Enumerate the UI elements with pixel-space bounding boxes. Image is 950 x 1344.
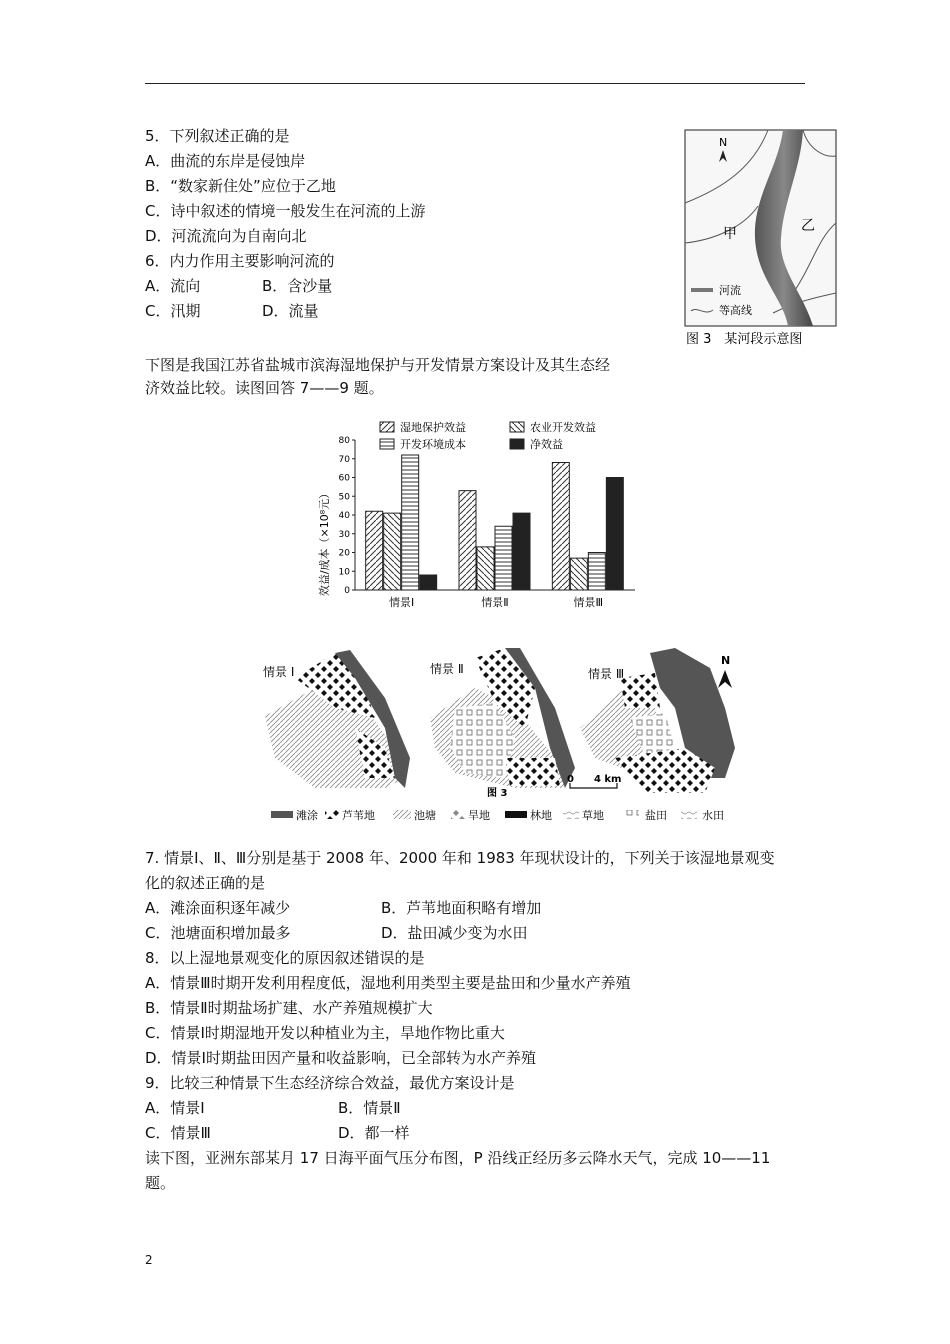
legend-tidal-flat: 滩涂 <box>296 809 318 822</box>
bar <box>402 455 419 590</box>
legend-label: 开发环境成本 <box>400 438 466 451</box>
y-tick-label: 0 <box>344 586 350 596</box>
q5-option-b: B．“数家新住处”应位于乙地 <box>145 177 336 195</box>
q7-option-b: B．芦苇地面积略有增加 <box>381 899 542 917</box>
legend-label: 湿地保护效益 <box>400 421 466 434</box>
q5-option-c: C．诗中叙述的情境一般发生在河流的上游 <box>145 202 426 220</box>
label-jia: 甲 <box>723 226 737 242</box>
q6-stem: 6．内力作用主要影响河流的 <box>145 252 335 270</box>
legend-swatch <box>380 422 394 432</box>
legend-swatch-forest <box>505 811 527 818</box>
q9-option-c: C．情景Ⅲ <box>145 1124 211 1142</box>
q7-stem-line2: 化的叙述正确的是 <box>145 874 266 892</box>
north-label: N <box>719 136 728 149</box>
legend-pond: 池塘 <box>414 809 436 822</box>
q6-option-c: C．汛期 <box>145 302 201 320</box>
legend-contour-label: 等高线 <box>719 304 752 317</box>
legend-saltfield: 盐田 <box>645 809 667 822</box>
legend-swatch-paddy <box>681 810 697 819</box>
bar <box>495 526 512 590</box>
legend-reed: 芦苇地 <box>342 809 375 822</box>
q6-option-d: D．流量 <box>262 302 319 320</box>
y-tick-label: 20 <box>338 548 350 559</box>
legend-swatch-tidal-flat <box>271 811 293 818</box>
q5-option-d: D．河流流向为自南向北 <box>145 227 307 245</box>
intro-10-11-line2: 题。 <box>145 1174 176 1192</box>
map-legend <box>271 808 724 822</box>
legend-dryland: 旱地 <box>468 809 490 822</box>
y-axis-label: 效益/成本（×10⁸元） <box>318 487 331 597</box>
bar <box>477 547 494 590</box>
legend-swatch <box>510 439 524 449</box>
q6-option-b: B．含沙量 <box>262 277 333 295</box>
page-number: 2 <box>145 1253 153 1267</box>
scenario-maps <box>255 648 775 830</box>
y-tick-label: 50 <box>338 492 350 503</box>
q7-stem-line1: 7. 情景Ⅰ、Ⅱ、Ⅲ分别是基于 2008 年、2000 年和 1983 年现状设计的，下列关于该湿地景观变 <box>145 849 775 867</box>
legend-swatch <box>510 422 524 432</box>
legend-river-swatch <box>691 288 713 292</box>
label-yi: 乙 <box>801 218 815 234</box>
bar <box>366 511 383 590</box>
q7-option-a: A．滩涂面积逐年减少 <box>145 899 291 917</box>
q8-option-d: D．情景Ⅰ时期盐田因产量和收益影响，已全部转为水产养殖 <box>145 1049 536 1067</box>
q8-stem: 8．以上湿地景观变化的原因叙述错误的是 <box>145 949 425 967</box>
q8-option-b: B．情景Ⅱ时期盐场扩建、水产养殖规模扩大 <box>145 999 433 1017</box>
map-label-scenario-1: 情景 Ⅰ <box>263 665 295 679</box>
figure-caption: 图 3 某河段示意图 <box>686 332 803 347</box>
map-north-arrow-icon <box>718 670 732 688</box>
intro-7-9-line2: 济效益比较。读图回答 7——9 题。 <box>145 379 384 397</box>
scale-label: 0 4 km <box>567 774 622 785</box>
bar <box>552 463 569 591</box>
y-tick-label: 40 <box>338 511 350 521</box>
chart-legend <box>380 420 596 451</box>
intro-7-9-line1: 下图是我国江苏省盐城市滨海湿地保护与开发情景方案设计及其生态经 <box>145 356 611 374</box>
y-tick-label: 80 <box>338 436 350 446</box>
bar <box>570 558 587 590</box>
legend-grassland: 草地 <box>582 809 604 822</box>
map-label-scenario-3: 情景 Ⅲ <box>588 667 625 681</box>
q7-option-d: D．盐田减少变为水田 <box>381 924 528 942</box>
y-tick-label: 70 <box>338 454 350 465</box>
map-north-label: N <box>721 654 731 667</box>
q8-option-a: A．情景Ⅲ时期开发利用程度低，湿地利用类型主要是盐田和少量水产养殖 <box>145 974 631 992</box>
y-tick-label: 10 <box>338 567 350 578</box>
q5-option-a: A．曲流的东岸是侵蚀岸 <box>145 152 306 170</box>
x-category-label: 情景Ⅰ <box>389 596 415 609</box>
x-category-label: 情景Ⅱ <box>481 596 509 609</box>
q7-option-c: C．池塘面积增加最多 <box>145 924 291 942</box>
legend-forest: 林地 <box>530 809 552 822</box>
legend-swatch-saltfield <box>625 810 639 819</box>
legend-swatch-grassland <box>563 810 579 819</box>
map-label-scenario-2: 情景 Ⅱ <box>430 662 464 676</box>
q9-option-a: A．情景Ⅰ <box>145 1099 205 1117</box>
y-tick-label: 30 <box>338 529 350 540</box>
bar <box>420 575 437 590</box>
legend-swatch <box>380 439 394 449</box>
q9-option-b: B．情景Ⅱ <box>338 1099 401 1117</box>
x-category-label: 情景Ⅲ <box>573 596 604 609</box>
legend-swatch-pond <box>393 810 411 819</box>
q9-option-d: D．都一样 <box>338 1124 410 1142</box>
legend-swatch-reed <box>325 810 339 819</box>
legend-label: 净效益 <box>530 438 563 451</box>
bar <box>459 491 476 590</box>
bar <box>606 478 623 591</box>
q8-option-c: C．情景Ⅰ时期湿地开发以种植业为主，旱地作物比重大 <box>145 1024 505 1042</box>
legend-swatch-dryland <box>451 810 465 819</box>
bar <box>588 553 605 591</box>
river-figure <box>683 128 838 350</box>
legend-paddy: 水田 <box>702 809 724 822</box>
chart-bars <box>366 455 624 590</box>
legend-river-label: 河流 <box>719 284 741 297</box>
q9-stem: 9．比较三种情景下生态经济综合效益，最优方案设计是 <box>145 1074 515 1092</box>
y-tick-label: 60 <box>338 473 350 484</box>
bar <box>513 513 530 590</box>
bar <box>384 513 401 590</box>
header-rule <box>145 83 805 84</box>
q5-stem: 5．下列叙述正确的是 <box>145 127 290 145</box>
q6-option-a: A．流向 <box>145 277 201 295</box>
map-figure-label: 图 3 <box>487 788 508 799</box>
bar-chart <box>310 412 640 622</box>
legend-label: 农业开发效益 <box>530 421 596 434</box>
intro-10-11-line1: 读下图，亚洲东部某月 17 日海平面气压分布图，P 沿线正经历多云降水天气，完成 10——11 <box>145 1149 771 1167</box>
